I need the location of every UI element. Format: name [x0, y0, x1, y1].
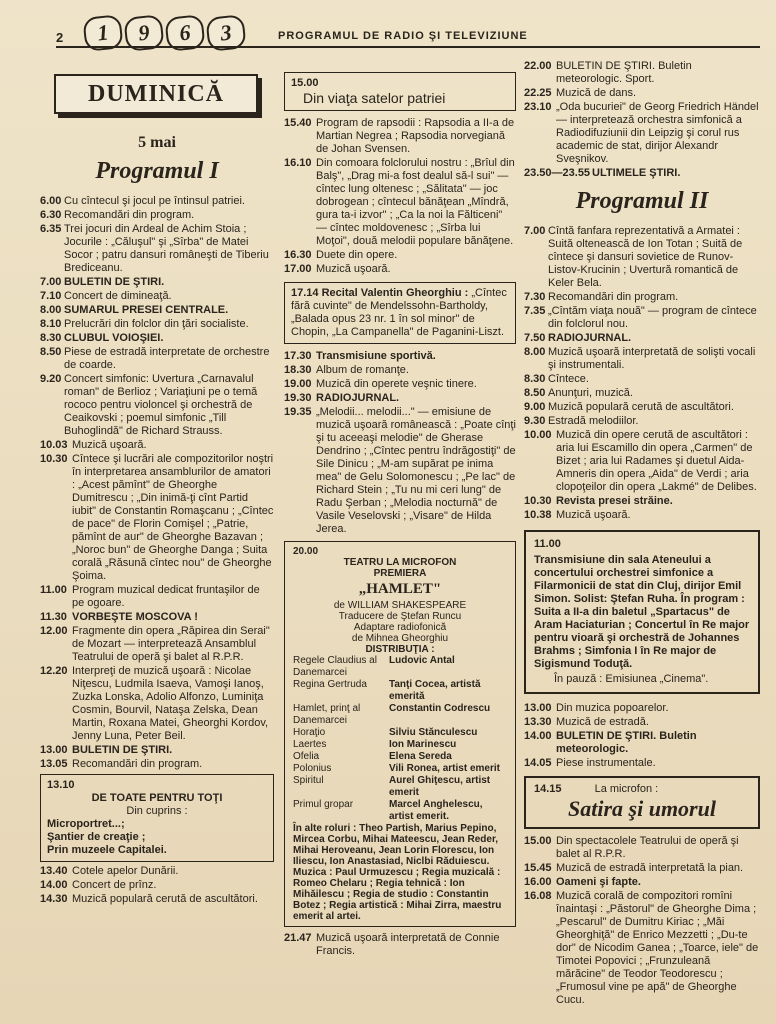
- entry-text: Transmisiune sportivă.: [316, 350, 436, 362]
- entry-time: 7.00: [524, 225, 546, 237]
- cast-row: [293, 799, 507, 823]
- entry-time: 6.35: [40, 223, 62, 235]
- cast-actor: Aurel Ghiţescu, artist emerit: [389, 775, 491, 798]
- year-digit: 9: [123, 14, 164, 52]
- box-title: DE TOATE PENTRU TOŢI: [91, 792, 223, 804]
- entry-text: Muzică uşoară interpretată de solişti vocali şi instrumentali.: [548, 346, 756, 371]
- entry-text: Muzică corală de compozitori romîni înaintaşi : „Păstorul" de Gheorghe Dima ; „Pescarul" de Dumitru Kiriac ; „Măi Gheorghiţă" de Enrico Mezzetti ; „Du-te dor" de Nicodim Ganea ; „Toarce, iele" de Timotei Popovici ; „Frunzuleană mărăcine" de Teodor Teodorescu ; „Frumosul vine pe apă" de Gheorghe Cucu.: [556, 890, 759, 1006]
- entry-time: 8.00: [40, 304, 62, 316]
- hamlet-line: Traducere de Ştefan Runcu: [338, 611, 462, 622]
- cast-role: Regina Gertruda: [293, 679, 367, 690]
- recital-title: Recital Valentin Gheorghiu :: [321, 287, 469, 299]
- entry-text: Muzică din opere cerută de ascultători : aria lui Escamillo din opera „Carmen" de Bizet ; aria lui Radames şi duetul Aida-Amneris din opera „Aida" de Verdi ; aria clopoţeilor din opera „Lakmé" de Delibes.: [556, 429, 757, 493]
- page-number: 2: [56, 30, 64, 45]
- entry-text: Muzică uşoară.: [556, 509, 631, 521]
- entry-text: Cîntece.: [548, 373, 589, 385]
- cast-row: [293, 679, 507, 703]
- box-time: 20.00: [293, 546, 319, 557]
- cast-role: Horaţio: [293, 727, 326, 738]
- hamlet-line: de WILLIAM SHAKESPEARE: [333, 600, 467, 611]
- page-header: [0, 0, 776, 56]
- entry-text: BULETIN DE ŞTIRI. Buletin meteorologic. Sport.: [556, 60, 692, 85]
- hamlet-line: TEATRU LA MICROFON: [343, 557, 457, 568]
- schedule-entry: [524, 716, 760, 729]
- schedule-list: [284, 932, 516, 958]
- entry-time: 7.50: [524, 332, 546, 344]
- entry-time: 6.00: [40, 195, 62, 207]
- schedule-entry: [524, 87, 760, 100]
- schedule-entry: [40, 209, 274, 222]
- box-item: Microportret...;: [47, 818, 125, 830]
- entry-time: 7.00: [40, 276, 62, 288]
- entry-text: Muzică din operete veşnic tinere.: [316, 378, 477, 390]
- entry-time: 15.00: [524, 835, 552, 847]
- box-item: Şantier de creaţie ;: [47, 831, 146, 843]
- hamlet-others: În alte roluri : Theo Partish, Marius Pepino, Mircea Corbu, Mihai Mateescu, Jean Reder, Mihai Heroveanu, Jean Lorin Florescu, Ion Iliescu, Ion Anastasiad, Niclbi Răduiescu.: [293, 823, 499, 867]
- entry-time: 9.20: [40, 373, 62, 385]
- entry-time: 14.00: [524, 730, 552, 742]
- schedule-entry: [524, 387, 760, 400]
- entry-time: 13.00: [40, 744, 68, 756]
- entry-time: 7.30: [524, 291, 546, 303]
- schedule-entry: [524, 305, 760, 331]
- schedule-entry: [524, 60, 760, 86]
- schedule-entry: [40, 625, 274, 664]
- schedule-entry: [40, 332, 274, 345]
- cast-role: Primul gropar: [293, 799, 354, 810]
- entry-time: 13.05: [40, 758, 68, 770]
- schedule-entry: [524, 167, 760, 180]
- schedule-entry: [524, 876, 760, 889]
- entry-text: „Cîntăm viaţa nouă" — program de cîntece din folclorul nou.: [548, 305, 757, 330]
- cast-row: [293, 739, 507, 751]
- schedule-entry: [284, 157, 516, 248]
- entry-time: 9.00: [524, 401, 546, 413]
- entry-text: BULETIN DE ŞTIRI.: [64, 276, 165, 288]
- schedule-entry: [40, 665, 274, 743]
- entry-text: Muzică de estradă interpretată la pian.: [556, 862, 744, 874]
- schedule-entry: [284, 392, 516, 405]
- schedule-entry: [524, 890, 760, 1007]
- entry-time: 14.05: [524, 757, 552, 769]
- entry-text: Interpreţi de muzică uşoară : Nicolae Niţescu, Ludmila Isaeva, Vamoşi Ianoş, Zuzka Lonska, Adolio Alfonzo, Luminiţa Cosmin, Bourvil, Nataşa Zelska, Dean Martin, Roxana Matei, Gheorghi Kordov, Jenny Luna, Peter Beil.: [72, 665, 269, 742]
- entry-text: Fragmente din opera „Răpirea din Serai" de Mozart — interpretează Ansamblul Teatrului de operă şi balet al R.P.R.: [72, 625, 270, 663]
- schedule-list: [524, 60, 760, 180]
- entry-time: 6.30: [40, 209, 62, 221]
- schedule-entry: [40, 439, 274, 452]
- entry-time: 17.30: [284, 350, 312, 362]
- hamlet-line: DISTRIBUŢIA :: [365, 644, 435, 655]
- schedule-entry: [40, 223, 274, 275]
- cast-actor: Silviu Stănculescu: [389, 727, 478, 738]
- schedule-entry: [524, 332, 760, 345]
- entry-text: BULETIN DE ŞTIRI.: [72, 744, 173, 756]
- publication-title: PROGRAMUL DE RADIO ŞI TELEVIZIUNE: [278, 30, 528, 42]
- entry-time: 16.30: [284, 249, 312, 261]
- entry-text: Piese instrumentale.: [556, 757, 656, 769]
- entry-text: Duete din opere.: [316, 249, 398, 261]
- recital-text: „Cîntec fără cuvinte" de Mendelssohn-Bartholdy, „Balada opus 23 nr. 1 în sol minor" de Chopin, „La Campanella" de Paganini-Liszt.: [291, 287, 507, 338]
- entry-time: 23.10: [524, 101, 552, 113]
- entry-text: Cîntece şi lucrări ale compozitorilor noştri în interpretarea ansamblurilor de amatori : „Acest pămînt" de Gheorghe Dumitrescu ; „Din inimă-ţi cînt Partid iubit" de Constantin Romaşcanu ; „Cîntec de pace" de Florin Comişel ; „Patrie, pămînt de aur" de Gheorghe Bazavan ; „Noroc bun" de Gheorghe Danga ; Suita corală „Răsună cîntec nou" de Gheorghe Şoima.: [72, 453, 274, 582]
- entry-time: 8.50: [40, 346, 62, 358]
- schedule-entry: [40, 318, 274, 331]
- schedule-entry: [284, 350, 516, 363]
- column-3: [524, 60, 760, 1008]
- schedule-entry: [524, 291, 760, 304]
- schedule-entry: [524, 757, 760, 770]
- entry-text: CLUBUL VOIOŞIEI.: [64, 332, 164, 344]
- entry-text: Cu cîntecul şi jocul pe întinsul patriei.: [64, 195, 245, 207]
- recital-box: [284, 282, 516, 344]
- cast-actor: Ion Marinescu: [389, 739, 457, 750]
- year-logo: [84, 16, 245, 50]
- concert-text: Transmisiune din sala Ateneului a concertului orchestrei simfonice a Filarmonicii de stat din Cluj, dirijor Emil Simon. Solist: Ştefan Ruha. În program : Suita a II-a din baletul „Spartacus" de Aram Haciaturian ; Concertul în Re major pentru vioară şi orchestră de Johannes Brahms ; Simfonia I în Re major de Sigismund Toduţă.: [534, 554, 750, 670]
- entry-text: Piese de estradă interpretate de orchestre de coarde.: [64, 346, 270, 371]
- entry-time: 16.10: [284, 157, 312, 169]
- year-digit: 6: [164, 14, 205, 52]
- entry-time: 16.08: [524, 890, 552, 902]
- program-title: Programul I: [95, 158, 219, 184]
- schedule-entry: [40, 744, 274, 757]
- schedule-entry: [40, 304, 274, 317]
- schedule-entry: [40, 584, 274, 610]
- entry-text: Cotele apelor Dunării.: [72, 865, 179, 877]
- schedule-entry: [284, 249, 516, 262]
- entry-text: Din muzica popoarelor.: [556, 702, 669, 714]
- entry-text: Anunţuri, muzică.: [548, 387, 633, 399]
- column-1: [40, 60, 274, 907]
- entry-time: 10.00: [524, 429, 552, 441]
- hamlet-line: PREMIERA: [373, 568, 427, 579]
- entry-time: 8.10: [40, 318, 62, 330]
- entry-time: 19.30: [284, 392, 312, 404]
- program-title: Programul II: [575, 188, 709, 214]
- entry-text: Muzică uşoară interpretată de Connie Francis.: [316, 932, 500, 957]
- entry-text: Muzică de estradă.: [556, 716, 649, 728]
- entry-text: „Oda bucuriei" de Georg Friedrich Händel — interpretează orchestra simfonică a Radiodifuziunii din Leipzig şi corul rus academic de stat, dirijor Alexandr Sveşnikov.: [556, 101, 759, 165]
- cast-row: [293, 751, 507, 763]
- schedule-entry: [40, 290, 274, 303]
- entry-time: 22.25: [524, 87, 552, 99]
- column-2: [284, 60, 516, 959]
- schedule-entry: [40, 276, 274, 289]
- entry-text: „Melodii... melodii..." — emisiune de muzică uşoară românească : „Poate cînţi şi tu aceeaşi melodie" de Gherase Dendrino ; „Cîntec pentru îndrăgostiţi" de Sile Dinicu ; „M-am supărat pe inima mea" de Gelu Solomonescu ; „Pe lac" de Richard Stein ; „Tu nu mi ceri lung" de Radu Şerban ; „Melodia nocturnă" de Vasile Veselovski ; „Visare" de Hilda Jerea.: [316, 406, 516, 535]
- schedule-entry: [524, 862, 760, 875]
- schedule-entry: [284, 117, 516, 156]
- schedule-entry: [284, 932, 516, 958]
- schedule-list: [284, 350, 516, 536]
- entry-text: Revista presei străine.: [556, 495, 673, 507]
- entry-time: 8.30: [524, 373, 546, 385]
- box-time: 11.00: [534, 538, 561, 550]
- cast-actor: Vili Ronea, artist emerit: [389, 763, 500, 774]
- entry-text: Prelucrări din folclor din ţări socialiste.: [64, 318, 249, 330]
- schedule-entry: [524, 702, 760, 715]
- entry-text: Muzică populară cerută de ascultători.: [548, 401, 734, 413]
- box-time: 15.00: [291, 77, 319, 89]
- hamlet-line: Adaptare radiofonică: [353, 622, 447, 633]
- entry-time: 11.30: [40, 611, 67, 623]
- schedule-entry: [524, 415, 760, 428]
- entry-text: Cîntă fanfara reprezentativă a Armatei : Suită oltenească de Ion Totan ; Suită de cîntece şi dansuri sovietice de Runov-Listov-Krucinin ; Uvertură romantică de Keler Bela.: [548, 225, 743, 289]
- cast-actor: Ludovic Antal: [389, 655, 455, 666]
- schedule-entry: [40, 373, 274, 438]
- satire-box: [524, 776, 760, 829]
- entry-time: 13.40: [40, 865, 68, 877]
- entry-text: Program de rapsodii : Rapsodia a II-a de Martian Negrea ; Rapsodia norvegiană de Johan Svensen.: [316, 117, 515, 155]
- entry-text: Trei jocuri din Ardeal de Achim Stoia ; Jocurile : „Căluşul" şi „Sîrba" de Matei Socor ; patru dansuri româneşti de Tiberiu Brediceanu.: [64, 223, 269, 274]
- entry-text: Muzică uşoară.: [316, 263, 391, 275]
- entry-time: 17.00: [284, 263, 312, 275]
- satire-label: La microfon :: [594, 783, 659, 795]
- entry-time: 10.30: [40, 453, 68, 465]
- feature-box: [40, 774, 274, 862]
- entry-text: Muzică uşoară.: [72, 439, 147, 451]
- entry-text: RADIOJURNAL.: [316, 392, 400, 404]
- schedule-entry: [284, 406, 516, 536]
- entry-time: 21.47: [284, 932, 312, 944]
- schedule-entry: [524, 101, 760, 166]
- entry-time: 13.00: [524, 702, 552, 714]
- entry-text: Din comoara folclorului nostru : „Brîul din Balş", „Drag mi-a fost dealul să-l sui" — cîntec lung oltenesc ; „Sălitata" — joc dobrogean ; cîntecul bănăţean „Mîndră, gura ta-i izvor" ; „Ca la noi la Fălticeni" — cîntec moldovenesc ; „Sîrba lui Moţoi", două melodii populare bănăţene.: [316, 157, 515, 247]
- cast-actor: Tanţi Cocea, artistă emerită: [389, 679, 481, 702]
- schedule-list: [40, 865, 274, 906]
- schedule-entry: [40, 758, 274, 771]
- entry-time: 10.38: [524, 509, 552, 521]
- entry-text: Estradă melodiilor.: [548, 415, 639, 427]
- entry-time: 7.10: [40, 290, 62, 302]
- schedule-entry: [524, 346, 760, 372]
- entry-time: 13.30: [524, 716, 552, 728]
- cast-list: [293, 655, 507, 823]
- entry-time: 10.03: [40, 439, 68, 451]
- entry-text: Concert de dimineaţă.: [64, 290, 172, 302]
- entry-text: Program muzical dedicat fruntaşilor de pe ogoare.: [72, 584, 260, 609]
- cast-actor: Marcel Anghelescu, artist emerit.: [389, 799, 483, 822]
- box-time: 17.14: [291, 287, 319, 299]
- cast-actor: Elena Sereda: [389, 751, 452, 762]
- satire-title: Satira şi umorul: [568, 796, 716, 821]
- cast-row: [293, 727, 507, 739]
- year-digit: 3: [205, 14, 246, 52]
- box-title: Din viaţa satelor patriei: [303, 90, 446, 106]
- schedule-entry: [524, 509, 760, 522]
- schedule-entry: [524, 730, 760, 756]
- schedule-entry: [40, 195, 274, 208]
- schedule-list: [284, 117, 516, 276]
- entry-text: BULETIN DE ŞTIRI. Buletin meteorologic.: [556, 730, 697, 755]
- entry-text: Recomandări din program.: [64, 209, 195, 221]
- entry-text: VORBEŞTE MOSCOVA !: [72, 611, 198, 623]
- entry-text: Muzică de dans.: [556, 87, 637, 99]
- entry-text: Muzică populară cerută de ascultători.: [72, 893, 258, 905]
- year-digit: 1: [82, 14, 123, 52]
- schedule-list: [524, 225, 760, 522]
- schedule-entry: [40, 879, 274, 892]
- entry-text: Concert simfonic: Uvertura „Carnavalul roman" de Berlioz ; Variaţiuni pe o temă rococo pentru violoncel şi orchestră de Ceaikovski ; poemul simfonic „Till Buhoglindă" de Richard Strauss.: [64, 373, 258, 437]
- schedule-entry: [284, 364, 516, 377]
- entry-time: 15.40: [284, 117, 312, 129]
- entry-time: 14.00: [40, 879, 68, 891]
- entry-time: 16.00: [524, 876, 552, 888]
- header-rule: [56, 46, 760, 48]
- cast-row: [293, 763, 507, 775]
- entry-time: 14.30: [40, 893, 68, 905]
- entry-text: RADIOJURNAL.: [548, 332, 632, 344]
- cast-role: Laertes: [293, 739, 327, 750]
- entry-time: 11.00: [40, 584, 67, 596]
- hamlet-credits: Muzica : Paul Urmuzescu ; Regia muzicală : Romeo Chelaru ; Regia tehnică : Ion Mihăilescu ; Regia de studio : Constantin Botez ; Regia artistică : Mihai Zirra, maestru emerit al artei.: [293, 867, 502, 922]
- date-label: 5 mai: [138, 134, 176, 151]
- entry-text: SUMARUL PRESEI CENTRALE.: [64, 304, 229, 316]
- box-time: 13.10: [47, 779, 75, 791]
- entry-time: 22.00: [524, 60, 552, 72]
- entry-time: 19.00: [284, 378, 312, 390]
- schedule-entry: [40, 893, 274, 906]
- cast-role: Ofelia: [293, 751, 320, 762]
- entry-time: 23.50—23.55: [524, 167, 591, 179]
- schedule-entry: [40, 865, 274, 878]
- schedule-entry: [524, 401, 760, 414]
- entry-time: 8.30: [40, 332, 62, 344]
- entry-time: 8.50: [524, 387, 546, 399]
- schedule-entry: [524, 495, 760, 508]
- schedule-entry: [524, 835, 760, 861]
- concert-pause: În pauză : Emisiunea „Cinema".: [554, 673, 709, 685]
- cast-role: Spiritul: [293, 775, 324, 786]
- schedule-entry: [40, 611, 274, 624]
- cast-row: [293, 703, 507, 727]
- hamlet-line: de Mihnea Gheorghiu: [351, 633, 449, 644]
- box-time: 14.15: [534, 783, 562, 795]
- schedule-list: [40, 195, 274, 771]
- schedule-entry: [524, 373, 760, 386]
- cast-actor: Constantin Codrescu: [389, 703, 491, 714]
- schedule-entry: [284, 378, 516, 391]
- cast-role: Polonius: [293, 763, 332, 774]
- entry-text: Din spectacolele Teatrului de operă şi balet al R.P.R.: [556, 835, 739, 860]
- hamlet-title: „HAMLET": [358, 581, 442, 597]
- entry-text: Oameni şi fapte.: [556, 876, 641, 888]
- entry-time: 9.30: [524, 415, 546, 427]
- entry-time: 12.00: [40, 625, 68, 637]
- schedule-entry: [40, 453, 274, 583]
- entry-time: 18.30: [284, 364, 312, 376]
- entry-time: 19.35: [284, 406, 312, 418]
- entry-time: 15.45: [524, 862, 552, 874]
- cast-role: Hamlet, prinţ al Danemarcei: [293, 703, 361, 726]
- entry-time: 8.00: [524, 346, 546, 358]
- entry-text: Recomandări din program.: [72, 758, 203, 770]
- cast-row: [293, 655, 507, 679]
- box-subtitle: Din cuprins :: [126, 805, 188, 817]
- schedule-list: [524, 702, 760, 770]
- schedule-entry: [524, 429, 760, 494]
- cast-role: Regele Claudius al Danemarcei: [293, 655, 377, 678]
- entry-time: 12.20: [40, 665, 68, 677]
- entry-text: Album de romanţe.: [316, 364, 409, 376]
- schedule-entry: [524, 225, 760, 290]
- schedule-entry: [284, 263, 516, 276]
- entry-text: ULTIMELE ŞTIRI.: [592, 167, 681, 179]
- concert-box: [524, 530, 760, 694]
- day-banner: DUMINICĂ: [54, 74, 258, 114]
- entry-text: Recomandări din program.: [548, 291, 679, 303]
- entry-time: 10.30: [524, 495, 552, 507]
- hamlet-box: [284, 541, 516, 927]
- entry-time: 7.35: [524, 305, 546, 317]
- entry-text: Concert de prînz.: [72, 879, 157, 891]
- schedule-entry: [40, 346, 274, 372]
- box-item: Prin muzeele Capitalei.: [47, 844, 167, 856]
- schedule-list: [524, 835, 760, 1007]
- feature-box: [284, 72, 516, 111]
- cast-row: [293, 775, 507, 799]
